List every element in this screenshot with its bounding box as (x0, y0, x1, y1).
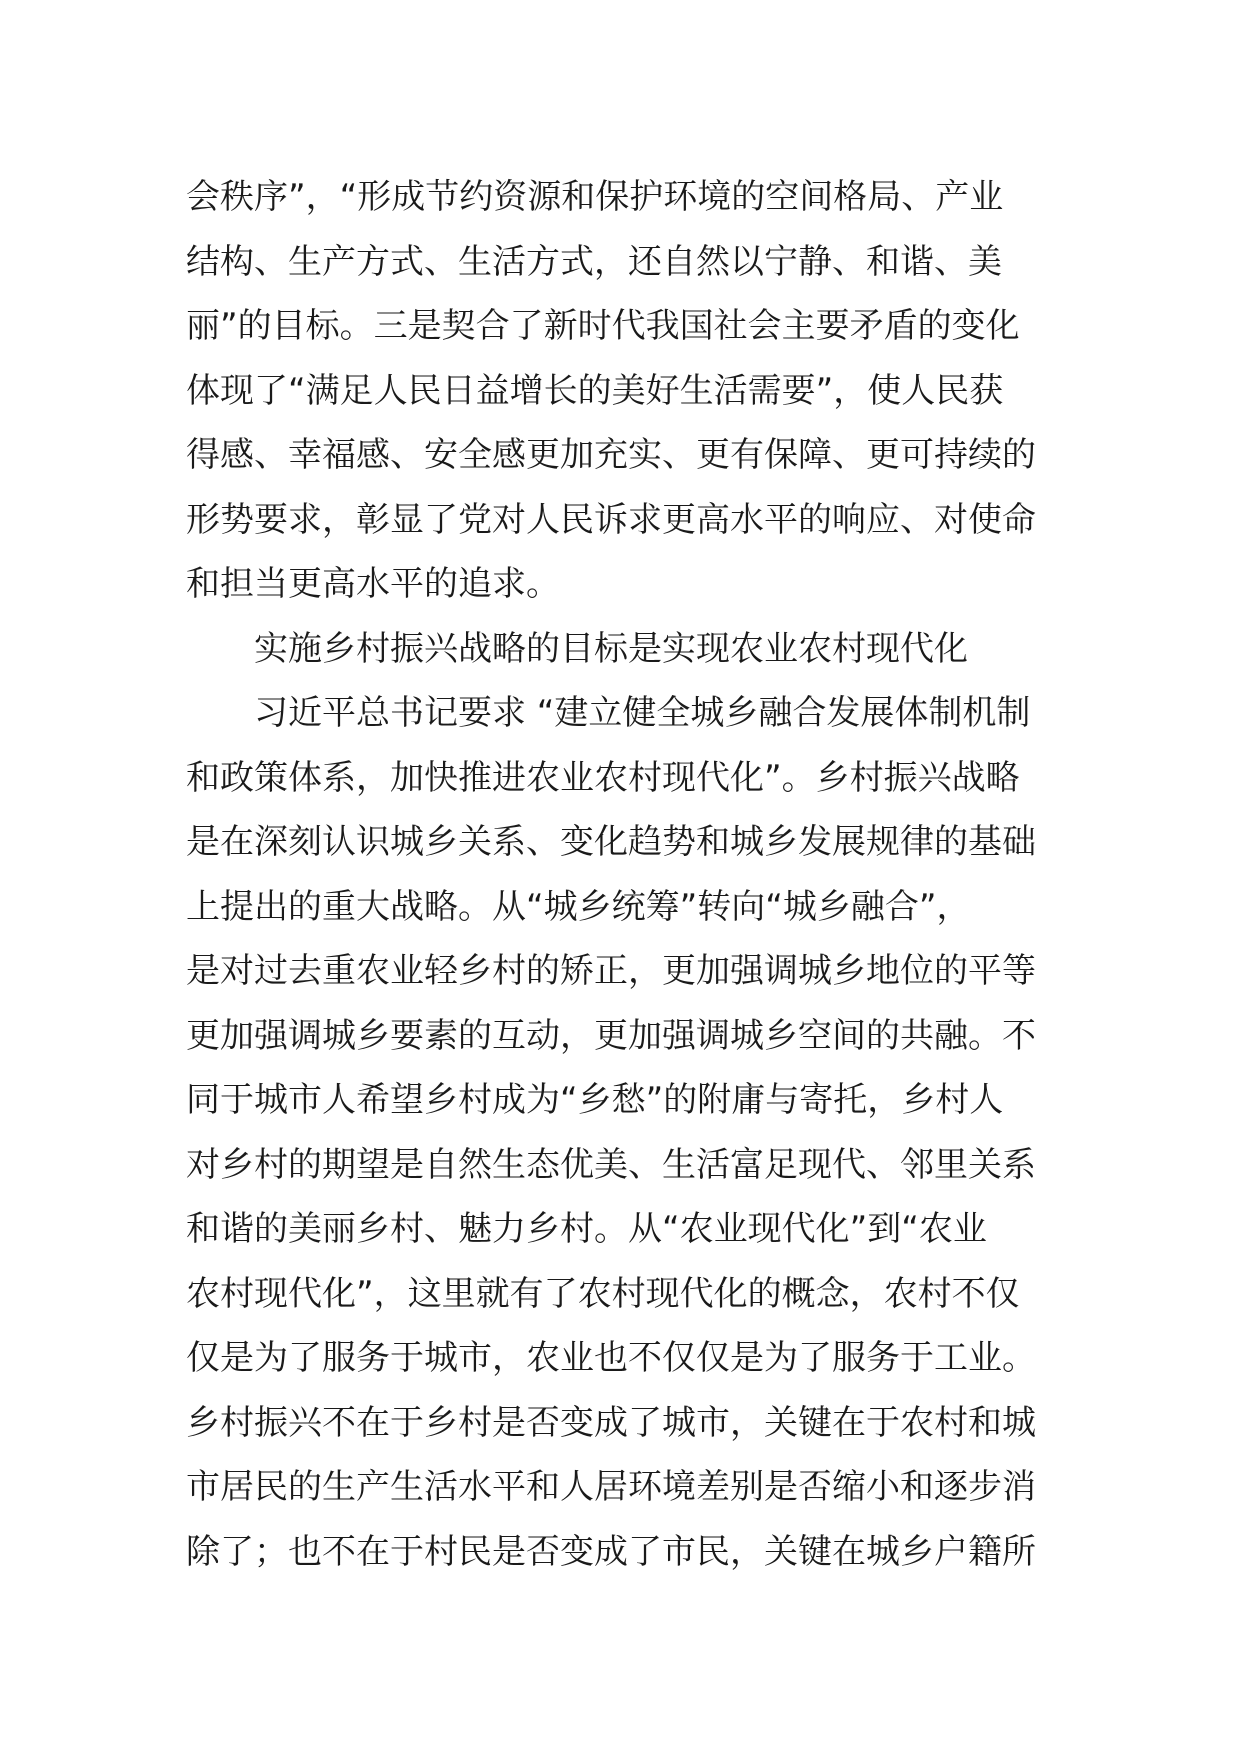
text-line: 是在深刻认识城乡关系、变化趋势和城乡发展规律的基础 (186, 822, 1036, 862)
text-line: 得感、幸福感、安全感更加充实、更有保障、更可持续的 (186, 435, 1036, 475)
text-line: 更加强调城乡要素的互动，更加强调城乡空间的共融。不 (186, 1015, 1036, 1056)
paragraph-first-line: 习近平总书记要求 “建立健全城乡融合发展体制机制 (254, 693, 1031, 733)
text-line: 市居民的生产生活水平和人居环境差别是否缩小和逐步消 (186, 1467, 1036, 1507)
text-line: 结构、生产方式、生活方式，还自然以宁静、和谐、美 (186, 241, 1002, 282)
text-line: 体现了“满足人民日益增长的美好生活需要”，使人民获 (186, 370, 1004, 411)
text-line: 丽”的目标。三是契合了新时代我国社会主要矛盾的变化 (186, 306, 1020, 346)
text-line: 和政策体系，加快推进农业农村现代化”。乡村振兴战略 (186, 757, 1020, 798)
text-line: 是对过去重农业轻乡村的矫正，更加强调城乡地位的平等 (186, 951, 1036, 991)
text-line: 除了；也不在于村民是否变成了市民，关键在城乡户籍所 (186, 1531, 1036, 1572)
text-line: 乡村振兴不在于乡村是否变成了城市，关键在于农村和城 (186, 1402, 1036, 1443)
text-line: 会秩序”，“形成节约资源和保护环境的空间格局、产业 (186, 177, 1004, 217)
text-line: 上提出的重大战略。从“城乡统筹”转向“城乡融合”， (186, 886, 971, 927)
text-line: 农村现代化”，这里就有了农村现代化的概念，农村不仅 (186, 1273, 1020, 1314)
text-line: 形势要求，彰显了党对人民诉求更高水平的响应、对使命 (186, 499, 1036, 540)
text-line: 仅是为了服务于城市，农业也不仅仅是为了服务于工业。 (186, 1338, 1036, 1378)
body-text (186, 165, 1056, 1584)
section-heading: 实施乡村振兴战略的目标是实现农业农村现代化 (254, 628, 968, 669)
text-line: 和担当更高水平的追求。 (186, 564, 560, 604)
text-line: 对乡村的期望是自然生态优美、生活富足现代、邻里关系 (186, 1144, 1036, 1185)
text-line: 同于城市人希望乡村成为“乡愁”的附庸与寄托，乡村人 (186, 1080, 1004, 1120)
text-line: 和谐的美丽乡村、魅力乡村。从“农业现代化”到“农业 (186, 1209, 987, 1249)
